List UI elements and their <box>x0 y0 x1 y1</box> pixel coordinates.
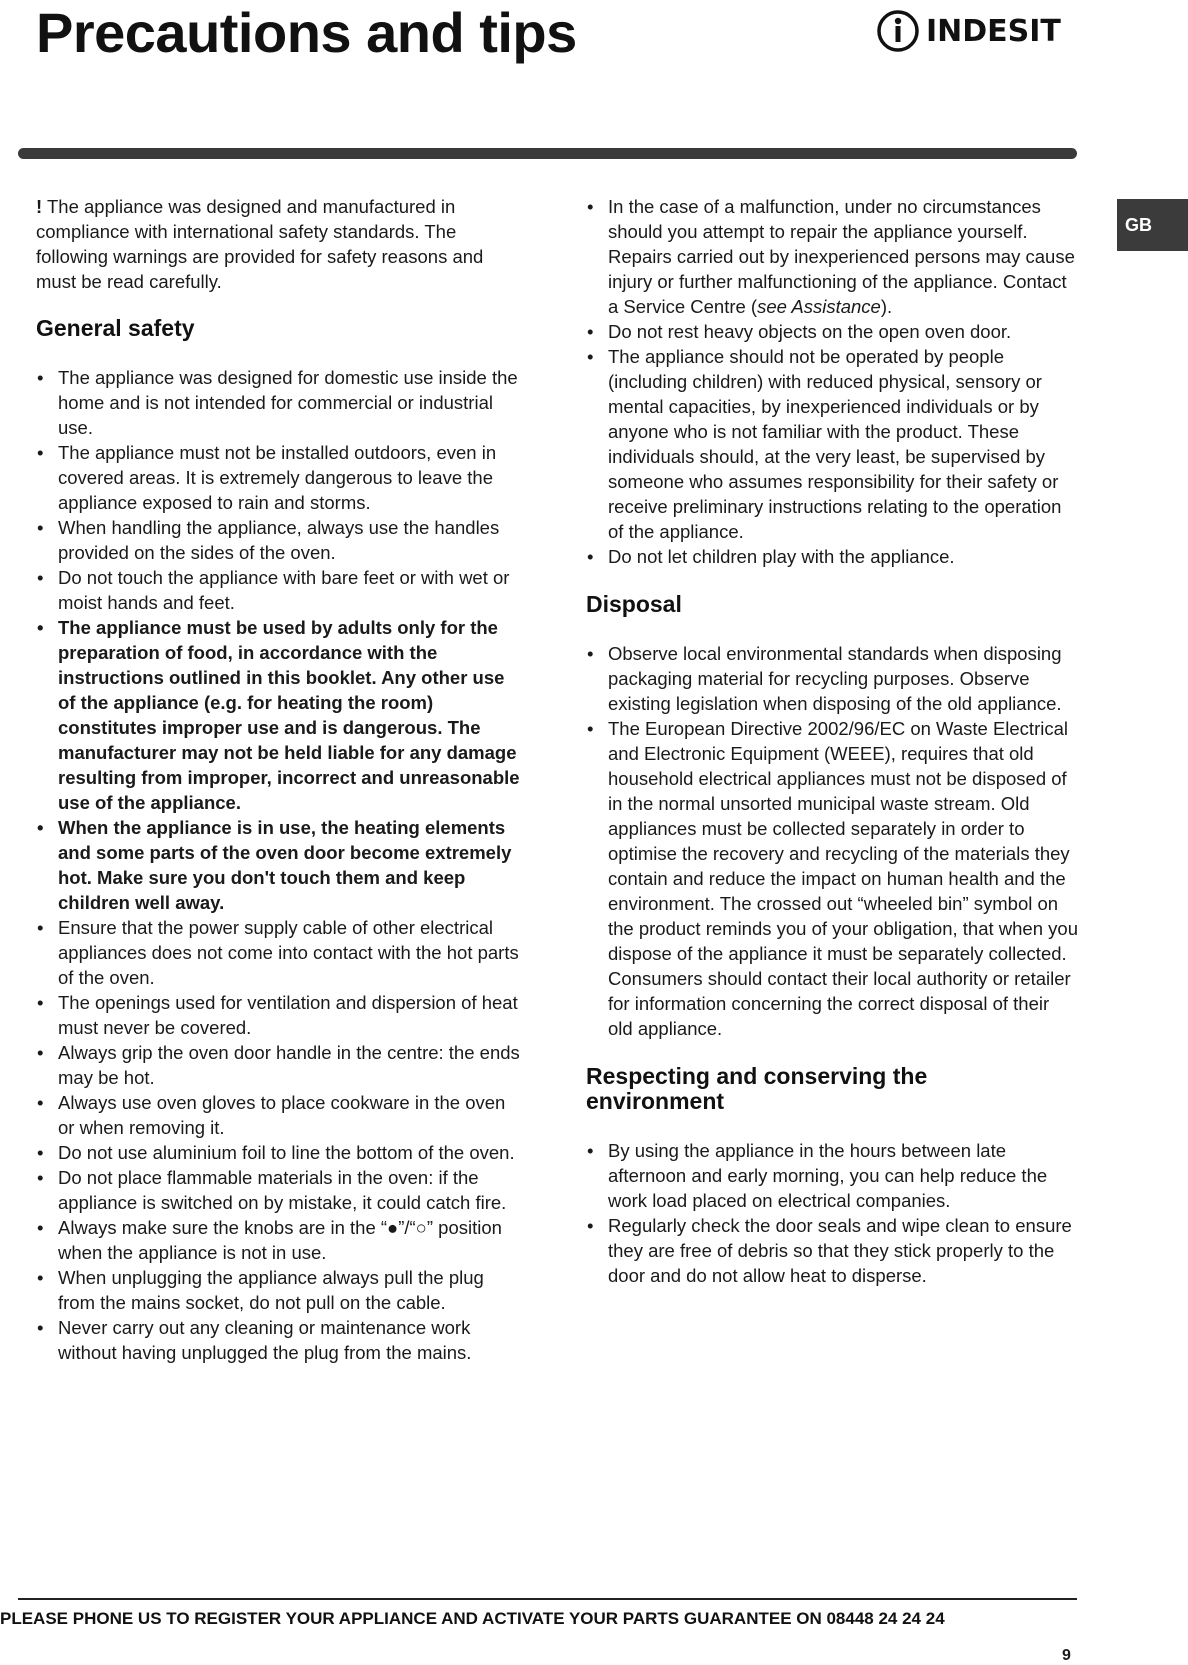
weee-text: The European Directive 2002/96/EC on Waste Electrical and Electronic Equipment (WEEE), requires that old household electrical appliances must not be disposed of in the normal unsorted municipal waste stream. Old appliances must be collected separately in order to optimise the recovery and recycling of the materials they contain and reduce the impact on human health and the environment. The crossed out “wheeled bin” symbol on the product reminds you of your obligation, that when you dispose of the appliance it must be separately collected. <box>608 718 1078 964</box>
disposal-list <box>586 641 1078 1041</box>
list-item: • By using the appliance in the hours between late afternoon and early morning, you can help reduce the work load placed on electrical companies. <box>586 1138 1078 1213</box>
weee-text-continued: Consumers should contact their local authority or retailer for information concerning the correct disposal of their old appliance. <box>608 968 1071 1039</box>
list-item: • Regularly check the door seals and wipe clean to ensure they are free of debris so that they stick properly to the door and do not allow heat to disperse. <box>586 1213 1078 1288</box>
safety-continued-list <box>586 194 1078 569</box>
list-item <box>586 194 1078 319</box>
list-item: • The appliance was designed for domestic use inside the home and is not intended for commercial or industrial use. <box>36 365 524 440</box>
list-item: • The openings used for ventilation and dispersion of heat must never be covered. <box>36 990 524 1040</box>
environment-list <box>586 1138 1078 1288</box>
general-safety-list <box>36 365 524 1365</box>
list-item: • When unplugging the appliance always pull the plug from the mains socket, do not pull on the cable. <box>36 1265 524 1315</box>
list-item <box>586 716 1078 1041</box>
list-item: • Do not rest heavy objects on the open oven door. <box>586 319 1078 344</box>
brand-logo <box>876 6 1076 56</box>
brand-name: INDESIT <box>926 13 1061 49</box>
list-item: • The appliance must not be installed outdoors, even in covered areas. It is extremely dangerous to leave the appliance exposed to rain and storms. <box>36 440 524 515</box>
page-number: 9 <box>1062 1647 1071 1664</box>
list-item-bold: • When the appliance is in use, the heating elements and some parts of the oven door become extremely hot. Make sure you don't touch them and keep children well away. <box>36 815 524 915</box>
list-item: • Always grip the oven door handle in the centre: the ends may be hot. <box>36 1040 524 1090</box>
malfunction-text: In the case of a malfunction, under no circumstances should you attempt to repair the appliance yourself. Repairs carried out by inexperienced persons may cause injury or further malfunctioning of the appliance. Contact a Service Centre ( <box>608 196 1075 317</box>
list-item: • Do not let children play with the appliance. <box>586 544 1078 569</box>
list-item: • Do not place flammable materials in the oven: if the appliance is switched on by mistake, it could catch fire. <box>36 1165 524 1215</box>
language-tab: GB <box>1117 199 1188 251</box>
page-title: Precautions and tips <box>36 1 577 64</box>
list-item: • Always use oven gloves to place cookware in the oven or when removing it. <box>36 1090 524 1140</box>
list-item: • Do not use aluminium foil to line the bottom of the oven. <box>36 1140 524 1165</box>
header-divider <box>18 148 1077 159</box>
list-item: • The appliance should not be operated by people (including children) with reduced physical, sensory or mental capacities, by inexperienced individuals or by anyone who is not familiar with the product. These individuals should, at the very least, be supervised by someone who assumes responsibility for their safety or receive preliminary instructions relating to the operation of the appliance. <box>586 344 1078 544</box>
section-heading-disposal: Disposal <box>586 591 682 617</box>
footer-divider <box>18 1598 1077 1600</box>
footer-registration-note: PLEASE PHONE US TO REGISTER YOUR APPLIANCE AND ACTIVATE YOUR PARTS GUARANTEE ON 08448 24 24 24 <box>0 1609 945 1628</box>
malfunction-text-end: ). <box>880 296 893 317</box>
section-heading-general-safety: General safety <box>36 315 195 341</box>
list-item: • Never carry out any cleaning or maintenance work without having unplugged the plug from the mains. <box>36 1315 524 1365</box>
list-item: • Ensure that the power supply cable of other electrical appliances does not come into contact with the hot parts of the oven. <box>36 915 524 990</box>
list-item: • When handling the appliance, always use the handles provided on the sides of the oven. <box>36 515 524 565</box>
section-heading-environment: Respecting and conserving the environment <box>586 1063 928 1114</box>
list-item: • Observe local environmental standards when disposing packaging material for recycling purposes. Observe existing legislation when disposing of the old appliance. <box>586 641 1078 716</box>
see-assistance-reference: see Assistance <box>757 296 881 317</box>
list-item-bold: • The appliance must be used by adults only for the preparation of food, in accordance with the instructions outlined in this booklet. Any other use of the appliance (e.g. for heating the room) constitutes improper use and is dangerous. The manufacturer may not be held liable for any damage resulting from improper, incorrect and unreasonable use of the appliance. <box>36 615 524 815</box>
warning-mark: ! <box>36 196 43 217</box>
intro-text: The appliance was designed and manufactured in compliance with international safety standards. The following warnings are provided for safety reasons and must be read carefully. <box>36 196 484 292</box>
list-item: • Do not touch the appliance with bare feet or with wet or moist hands and feet. <box>36 565 524 615</box>
list-item: • Always make sure the knobs are in the “●”/“○” position when the appliance is not in use. <box>36 1215 524 1265</box>
left-column <box>36 194 524 1365</box>
indesit-logo-icon <box>876 9 920 53</box>
right-column <box>586 194 1078 1288</box>
intro-paragraph <box>36 194 524 294</box>
